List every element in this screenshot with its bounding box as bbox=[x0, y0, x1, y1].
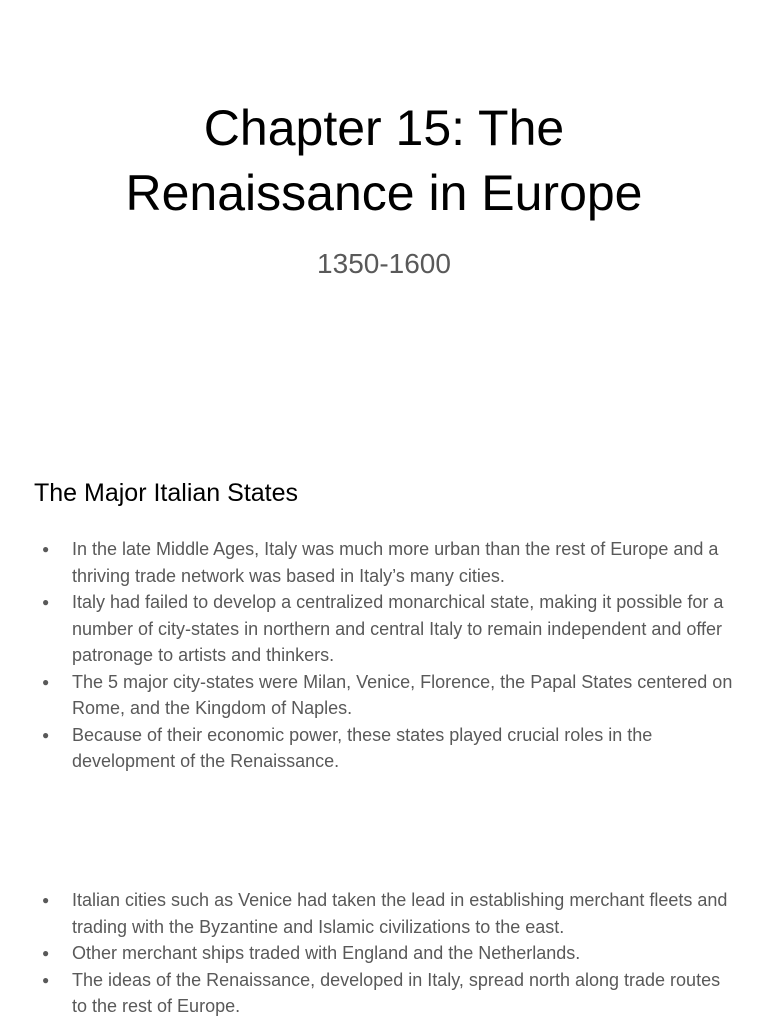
bullet-icon: ● bbox=[42, 972, 50, 987]
list-item bbox=[40, 967, 740, 1020]
bullet-list-trade bbox=[40, 887, 740, 1020]
section-heading: The Major Italian States bbox=[34, 479, 299, 507]
bullet-icon: ● bbox=[42, 946, 50, 960]
page-title bbox=[0, 96, 768, 226]
bullet-icon: ● bbox=[42, 727, 50, 742]
list-item-text: Because of their economic power, these states played crucial roles in the development of the Renaissance. bbox=[72, 724, 653, 771]
bullet-icon: ● bbox=[42, 674, 50, 689]
title-line-2: Renaissance in Europe bbox=[125, 165, 643, 221]
list-item bbox=[40, 536, 740, 589]
list-item bbox=[40, 722, 740, 775]
list-item-text: Italy had failed to develop a centralized monarchical state, making it possible for a number of city-states in northern and central Italy to remain independent and offer patronage to artists and thinkers. bbox=[72, 592, 724, 665]
bullet-icon: ● bbox=[42, 542, 50, 556]
list-item bbox=[40, 669, 740, 722]
bullet-list-italian-states bbox=[40, 536, 740, 775]
list-item-text: In the late Middle Ages, Italy was much more urban than the rest of Europe and a thriving trade network was based in Italy’s many cities. bbox=[72, 539, 719, 586]
list-item-text: The ideas of the Renaissance, developed in Italy, spread north along trade routes to the rest of Europe. bbox=[72, 969, 721, 1016]
bullet-icon: ● bbox=[42, 893, 50, 907]
list-item bbox=[40, 589, 740, 669]
subtitle-date-range: 1350-1600 bbox=[317, 248, 451, 279]
title-line-1: Chapter 15: The bbox=[203, 100, 565, 156]
list-item-text: Other merchant ships traded with England and the Netherlands. bbox=[72, 943, 581, 963]
title-slide bbox=[0, 0, 768, 432]
list-item-text: The 5 major city-states were Milan, Venice, Florence, the Papal States centered on Rome, and the Kingdom of Naples. bbox=[72, 671, 733, 718]
list-item-text: Italian cities such as Venice had taken the lead in establishing merchant fleets and trading with the Byzantine and Islamic civilizations to the east. bbox=[72, 890, 728, 937]
bullet-icon: ● bbox=[42, 595, 50, 609]
list-item bbox=[40, 940, 740, 967]
list-item bbox=[40, 887, 740, 940]
